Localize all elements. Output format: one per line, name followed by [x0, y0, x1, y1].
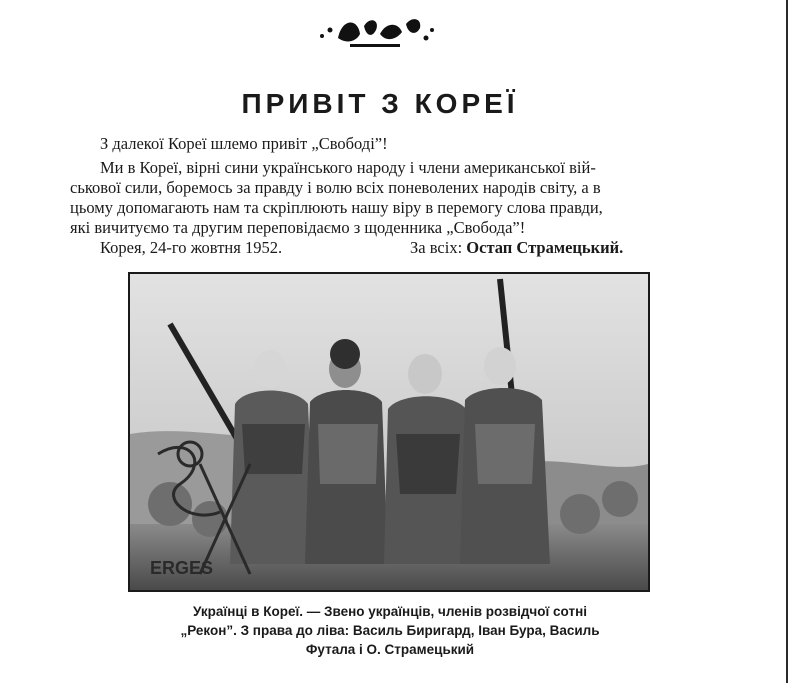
page-edge-rule: [786, 0, 788, 683]
caption-line: Українці в Кореї. — Звено українців, членів розвідчої сотні: [193, 604, 587, 619]
watermark-text: ERGES: [150, 558, 214, 578]
signature-name: Остап Страмецький.: [466, 238, 624, 257]
decorative-ornament-icon: [310, 8, 440, 52]
body-line: ськової сили, боремось за правду і волю всіх поневолених народів світу, а в: [70, 178, 601, 197]
signature: [410, 238, 623, 258]
article-body: [70, 158, 750, 238]
soldiers-photo: [128, 272, 650, 592]
photo-caption: [110, 602, 670, 659]
article-title: ПРИВІТ З КОРЕЇ: [241, 88, 519, 119]
place-date: Корея, 24-го жовтня 1952.: [100, 238, 283, 257]
caption-line: „Рекон”. З права до ліва: Василь Биригард, Іван Бура, Василь: [180, 623, 600, 638]
caption-line: Футала і О. Страмецький: [305, 642, 475, 657]
body-line: цьому допомагають нам та скріплюють нашу віру в перемогу слова правди,: [70, 198, 603, 217]
greeting-line: З далекої Кореї шлемо привіт „Свободі”!: [100, 134, 388, 153]
body-line: які вичитуємо та другим переповідаємо з щоденника „Свобода”!: [70, 218, 526, 237]
photo-illustration: [130, 274, 648, 590]
signature-prefix: За всіх:: [410, 238, 463, 257]
body-line: Ми в Кореї, вірні сини українського народу і члени американської вій-: [100, 158, 596, 177]
